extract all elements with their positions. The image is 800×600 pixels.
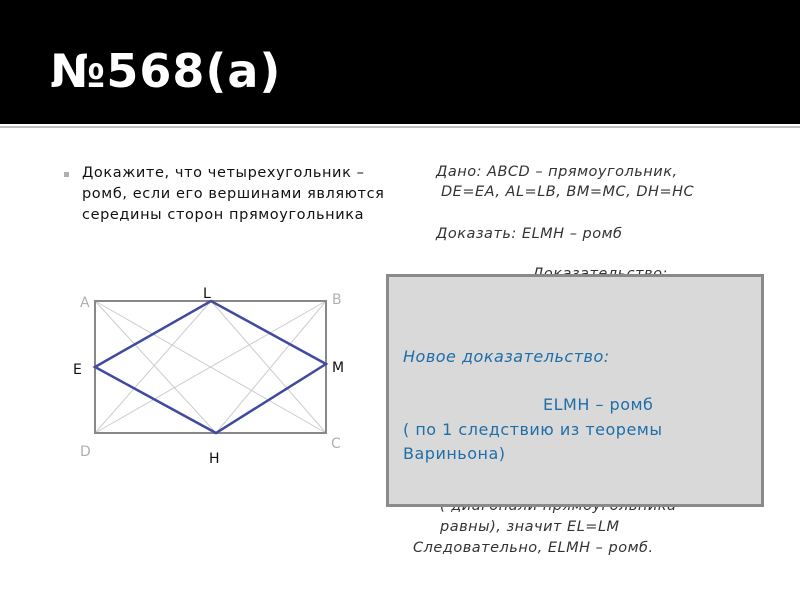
- given-line-2: DE=EA, AL=LB, BM=MC, DH=HC: [441, 184, 695, 200]
- label-e: E: [73, 362, 82, 378]
- popup-statement: ELMH – ромб: [543, 395, 654, 414]
- label-b: B: [332, 292, 342, 308]
- label-l: L: [203, 286, 211, 302]
- proof-line-2: равны), значит EL=LM: [440, 519, 620, 535]
- proof-popup: [386, 274, 764, 507]
- label-c: C: [331, 436, 341, 452]
- label-a: A: [80, 295, 90, 311]
- guide-line: [95, 301, 216, 433]
- given-line-1: Дано: ABCD – прямоугольник,: [436, 164, 678, 180]
- popup-heading: Новое доказательство:: [403, 347, 610, 366]
- label-h: H: [209, 451, 220, 467]
- guide-line: [211, 301, 326, 433]
- label-m: M: [332, 360, 345, 376]
- guide-line: [95, 301, 211, 433]
- task-text: Докажите, что четырехугольник – ромб, если его вершинами являются середины сторон прямоугольника: [82, 165, 385, 223]
- popup-reason: ( по 1 следствию из теоремы Вариньона): [403, 420, 663, 463]
- prove-statement: Доказать: ELMH – ромб: [436, 226, 623, 242]
- conclusion: Следовательно, ELMH – ромб.: [413, 540, 654, 556]
- guide-line: [216, 301, 326, 433]
- label-d: D: [80, 444, 91, 460]
- slide-title: №568(а): [50, 44, 282, 98]
